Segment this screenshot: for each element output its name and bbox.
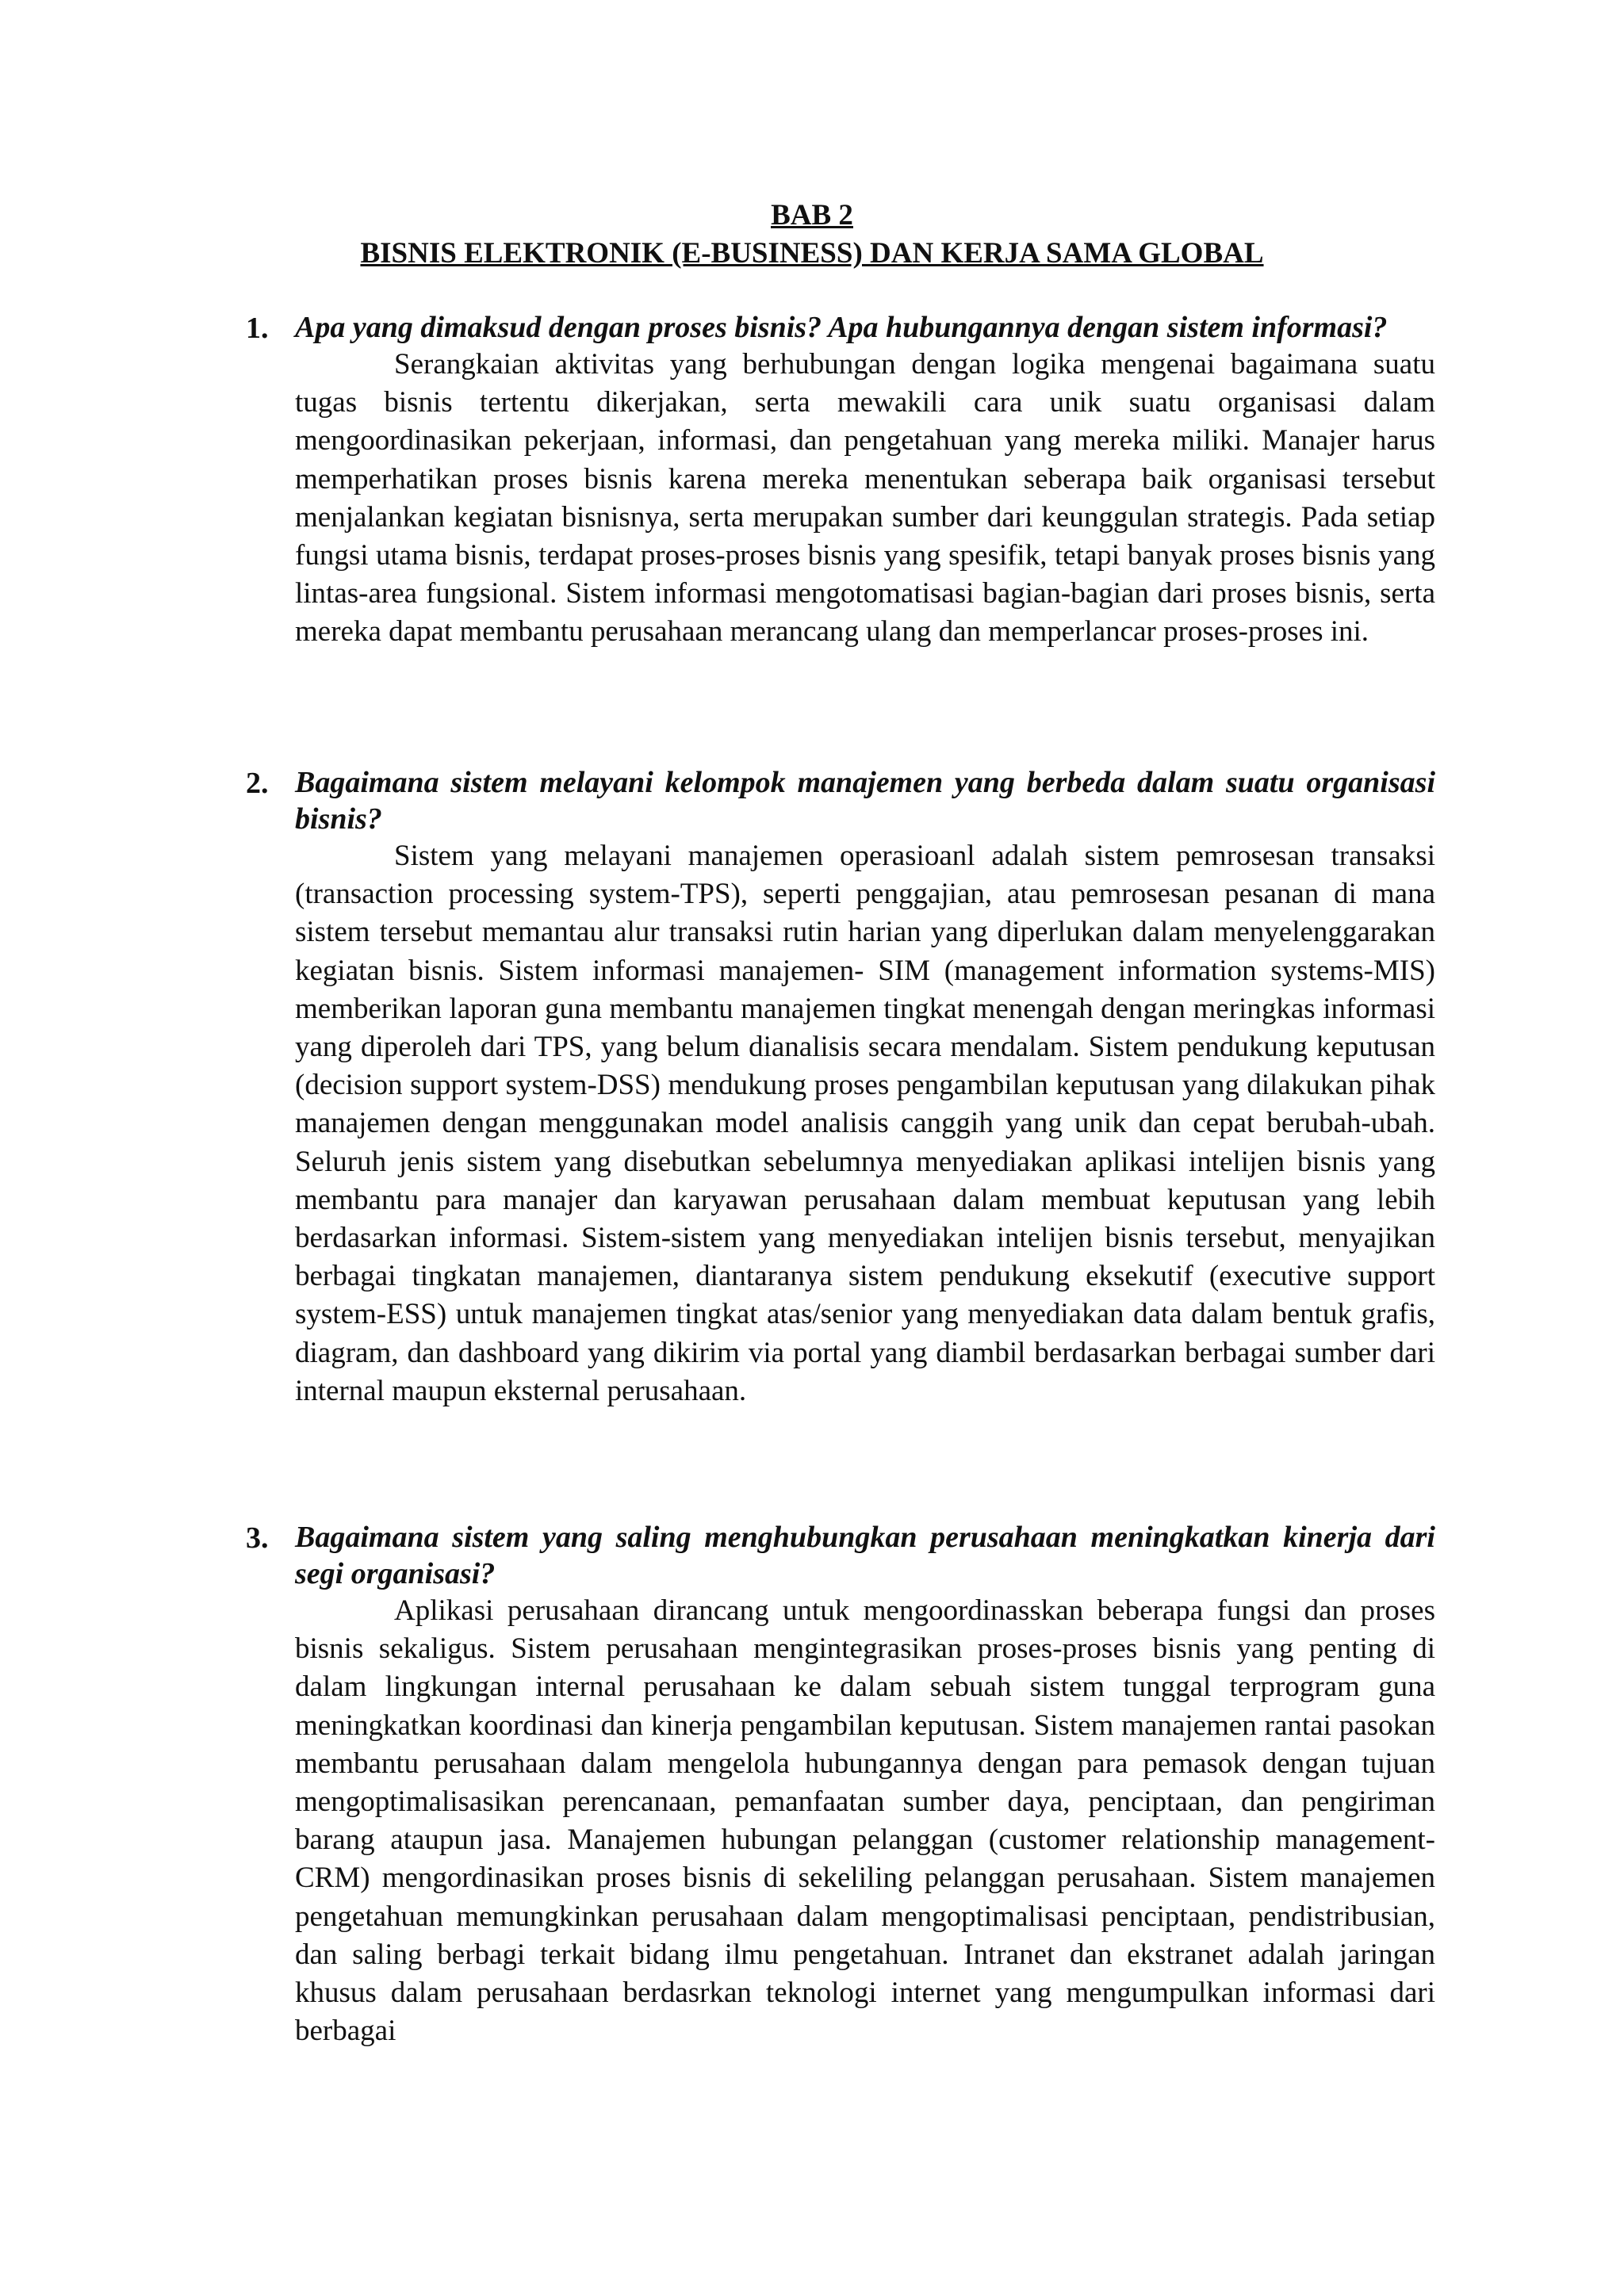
answer-paragraph: Sistem yang melayani manajemen operasioanl adalah sistem pemrosesan transaksi (transaction processing system-TPS), seperti penggajian, atau pemrosesan pesanan di mana sistem tersebut memantau alur transaksi rutin harian yang diperlukan dalam menyelenggarakan kegiatan bisnis. Sistem informasi manajemen- SIM (management information systems-MIS) memberikan laporan guna membantu manajemen tingkat menengah dengan meringkas informasi yang diperoleh dari TPS, yang belum dianalisis secara mendalam. Sistem pendukung keputusan (decision support system-DSS) mendukung proses pengambilan keputusan yang dilakukan pihak manajemen dengan menggunakan model analisis canggih yang unik dan cepat berubah-ubah. Seluruh jenis sistem yang disebutkan sebelumnya menyediakan aplikasi intelijen bisnis yang membantu para manajer dan karyawan perusahaan dalam membuat keputusan yang lebih berdasarkan informasi. Sistem-sistem yang menyediakan intelijen bisnis tersebut, menyajikan berbagai tingkatan manajemen, diantaranya sistem pendukung eksekutif (executive support system-ESS) untuk manajemen tingkat atas/senior yang menyediakan data dalam bentuk grafis, diagram, dan dashboard yang dikirim via portal yang diambil berdasarkan berbagai sumber dari internal maupun eksternal perusahaan. [295, 840, 1435, 1407]
chapter-number: BAB 2 [771, 199, 853, 232]
question-number: 2. [246, 767, 269, 800]
question-number: 1. [246, 312, 269, 345]
question-text: Bagaimana sistem yang saling menghubungkan perusahaan meningkatkan kinerja dari segi organisasi? [295, 1521, 1435, 1590]
question-section-1 [246, 309, 1435, 652]
chapter-header [0, 197, 1624, 273]
question-text: Apa yang dimaksud dengan proses bisnis? Apa hubungannya dengan sistem informasi? [295, 311, 1388, 344]
answer-paragraph: Aplikasi perusahaan dirancang untuk mengoordinasskan beberapa fungsi dan proses bisnis sekaligus. Sistem perusahaan mengintegrasikan proses-proses bisnis yang penting di dalam lingkungan internal perusahaan ke dalam sebuah sistem tunggal terprogram guna meningkatkan koordinasi dan kinerja pengambilan keputusan. Sistem manajemen rantai pasokan membantu perusahaan dalam mengelola hubungannya dengan para pemasok dengan tujuan mengoptimalisasikan perencanaan, pemanfaatan sumber daya, penciptaan, dan pengiriman barang ataupun jasa. Manajemen hubungan pelanggan (customer relationship management- CRM) mengordinasikan proses bisnis di sekeliling pelanggan perusahaan. Sistem manajemen pengetahuan memungkinkan perusahaan dalam mengoptimalisasi penciptaan, pendistribusian, dan saling berbagi terkait bidang ilmu pengetahuan. Intranet dan ekstranet adalah jaringan khusus dalam perusahaan berdasrkan teknologi internet yang mengumpulkan informasi dari berbagai [295, 1594, 1435, 2048]
question-number: 3. [246, 1521, 269, 1555]
chapter-title: BISNIS ELEKTRONIK (E-BUSINESS) DAN KERJA SAMA GLOBAL [360, 237, 1264, 270]
answer-paragraph: Serangkaian aktivitas yang berhubungan dengan logika mengenai bagaimana suatu tugas bisnis tertentu dikerjakan, serta mewakili cara unik suatu organisasi dalam mengoordinasikan pekerjaan, informasi, dan pengetahuan yang mereka miliki. Manajer harus memperhatikan proses bisnis karena mereka menentukan seberapa baik organisasi tersebut menjalankan kegiatan bisnisnya, serta merupakan sumber dari keunggulan strategis. Pada setiap fungsi utama bisnis, terdapat proses-proses bisnis yang spesifik, tetapi banyak proses bisnis yang lintas-area fungsional. Sistem informasi mengotomatisasi bagian-bagian dari proses bisnis, serta mereka dapat membantu perusahaan merancang ulang dan memperlancar proses-proses ini. [295, 348, 1435, 649]
question-section-2 [246, 764, 1435, 1410]
question-text: Bagaimana sistem melayani kelompok manajemen yang berbeda dalam suatu organisasi bisnis? [295, 766, 1435, 836]
question-section-3 [246, 1519, 1435, 2050]
